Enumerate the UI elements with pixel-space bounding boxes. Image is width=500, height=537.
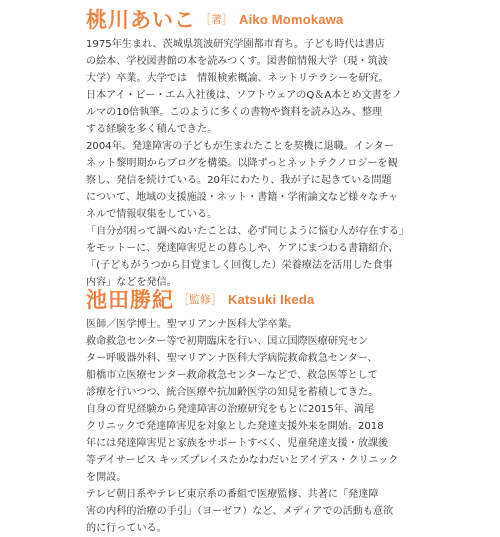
author-heading	[86, 6, 431, 32]
author-name-jp: 桃川あいこ	[86, 8, 196, 32]
bio-line: 救命救急センター等で初期臨床を行い、国立国際医療研究セン	[86, 336, 369, 347]
bio-line: ネルで情報収集をしている。	[86, 209, 218, 220]
bio-line: の絵本、学校図書館の本を読みつくす。図書館情報大学（現・筑波	[86, 56, 388, 67]
supervisor-heading	[86, 286, 431, 312]
bio-line: テレビ朝日系やテレビ東京系の番組で医療監修、共著に「発達障	[86, 489, 379, 500]
bio-line: 船橋市立医療センター救命救急センターなどで、救急医等として	[86, 370, 378, 381]
bio-line: を開設。	[86, 472, 127, 483]
bio-line: 的に行っている。	[86, 523, 167, 534]
bio-line: クリニックで発達障害児を対象とした発達支援外来を開始。2018	[86, 421, 384, 432]
supervisor-role-label: 監修	[189, 293, 211, 306]
bio-line: 日本アイ・ビー・エム入社後は、ソフトウェアのQ＆A本とめ文書をノ	[86, 90, 402, 101]
bio-line: 診療を行いつつ、統合医療や抗加齢医学の知見を蓄積してきた。	[86, 387, 379, 398]
role-bracket-close: ］	[211, 293, 222, 306]
bio-line: 1975年生まれ、茨城県筑波研究学園都市育ち。子ども時代は書店	[86, 39, 385, 50]
author-bio	[86, 36, 431, 291]
bio-line: 害の内科的治療の手引」（ヨーゼフ）など、メディアでの活動も意欲	[86, 506, 394, 517]
bio-line: 等デイサービス キッズプレイスたかなわだいとアイデス・クリニック	[86, 455, 399, 466]
bio-line: 「(子どもがうつから目覚ましく回復した）栄養療法を活用した食事	[86, 260, 393, 271]
supervisor-name-en: Katsuki Ikeda	[228, 291, 315, 307]
bio-line: 「自分が困って調べぬいたことは、必ず同じように悩む人が存在する」	[86, 226, 409, 237]
author-name-en: Aiko Momokawa	[239, 11, 344, 27]
bio-line: 大学）卒業。大学では 情報検索概論、ネットリテラシーを研究。	[86, 73, 389, 84]
bio-line: 年には発達障害児と家族をサポートすべく、児童発達支援・放課後	[86, 438, 389, 449]
bio-line: ネット黎明期からブログを構築。以降ずっとネットテクノロジーを観	[86, 158, 398, 169]
role-bracket-open: ［	[200, 13, 211, 26]
bio-line: 2004年、発達障害の子どもが生まれたことを契機に退職。インター	[86, 141, 394, 152]
bio-line: 内容」などを発信。	[86, 277, 177, 288]
author-role-label: 著	[211, 13, 222, 26]
bio-line: 察し、発信を続けている。20年にわたり、我が子に起きている問題	[86, 175, 392, 186]
bio-line: ルマの10倍執筆。このように多くの書物や資料を読み込み、整理	[86, 107, 383, 118]
bio-line: について、地域の支援施設・ネット・書籍・学術論文など様々なチャ	[86, 192, 399, 203]
author-profile	[86, 6, 431, 291]
bio-line: 医師／医学博士。聖マリアンナ医科大学卒業。	[86, 319, 298, 330]
bio-line: ター呼吸器外科、聖マリアンナ医科大学病院救命救急センター、	[86, 353, 378, 364]
bio-line: する経験を多く積んできた。	[86, 124, 218, 135]
supervisor-role	[178, 291, 222, 307]
role-bracket-open: ［	[178, 293, 189, 306]
supervisor-profile	[86, 286, 431, 537]
bio-line: 自身の育児経験から発達障害の治療研究をもとに2015年、満尾	[86, 404, 375, 415]
bio-line: をモットーに、発達障害児との暮らしや、ケアにまつわる書籍紹介、	[86, 243, 399, 254]
supervisor-name-jp: 池田勝紀	[86, 288, 174, 312]
author-role	[200, 11, 233, 27]
supervisor-bio	[86, 316, 431, 537]
role-bracket-close: ］	[222, 13, 233, 26]
